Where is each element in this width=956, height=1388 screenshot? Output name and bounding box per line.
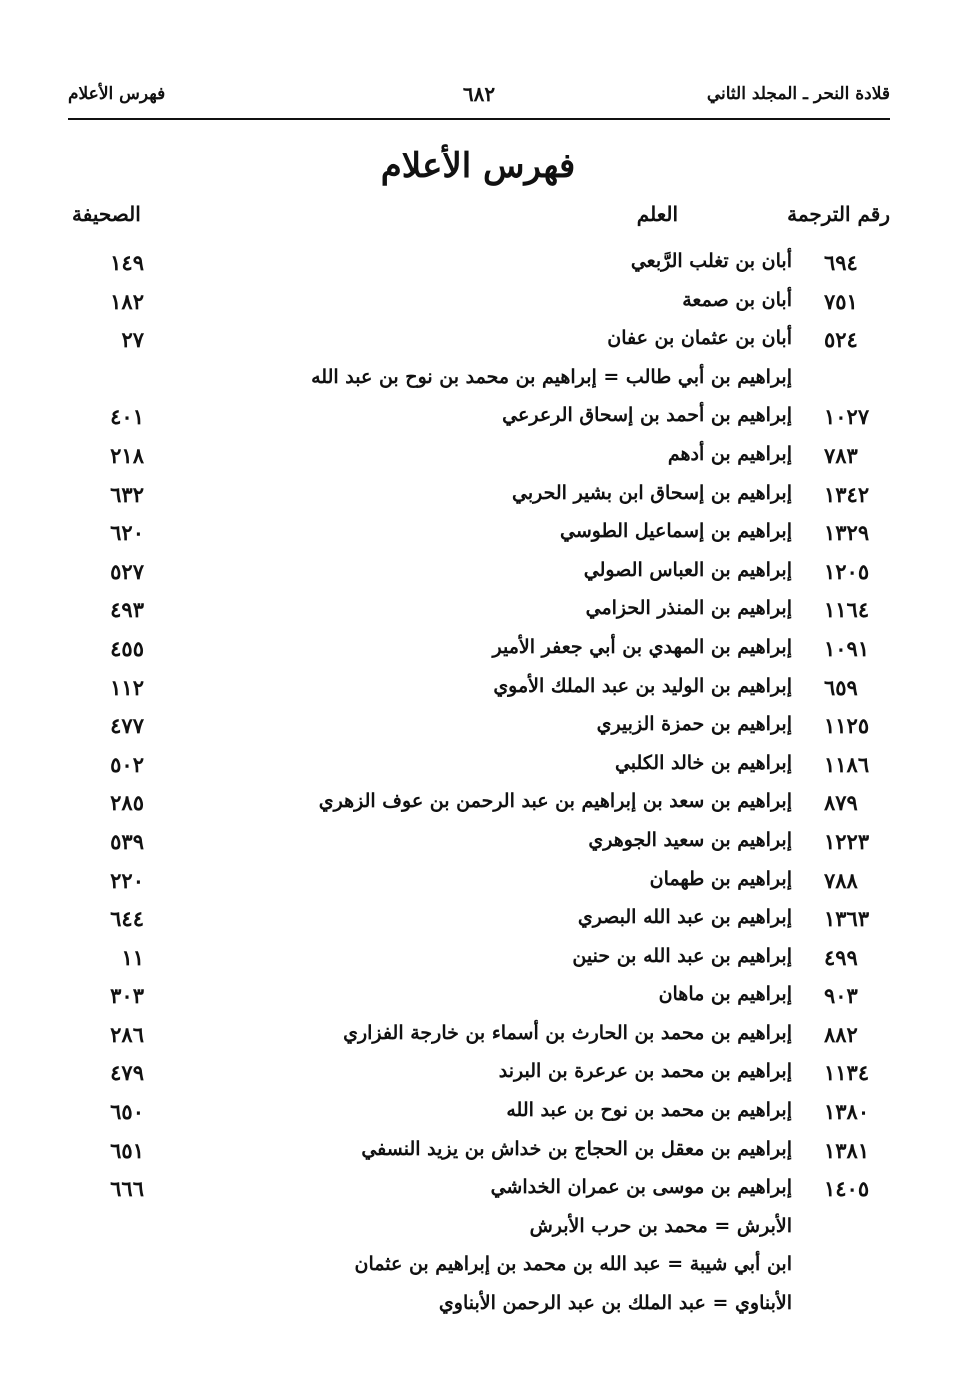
- entry-name: الأبناوي = عبد الملك بن عبد الرحمن الأبناوي: [438, 1292, 792, 1315]
- entry-number: ١٣٦٣: [824, 906, 870, 932]
- entry-name: إبراهيم بن محمد بن نوح بن عبد الله: [506, 1099, 792, 1122]
- index-entry: [68, 516, 890, 555]
- entry-page: ٦٦٦: [110, 1176, 144, 1202]
- entry-page: ١١: [121, 944, 144, 970]
- entry-name: إبراهيم بن سعد بن إبراهيم بن عبد الرحمن بن عوف الزهري: [318, 790, 792, 813]
- entry-number: ١٤٠٥: [824, 1176, 870, 1202]
- entry-number: ١٠٢٧: [824, 404, 870, 430]
- entry-name: إبراهيم بن عبد الله بن حنين: [572, 944, 792, 967]
- index-entry: [68, 709, 890, 748]
- entry-name: إبراهيم بن المهدي بن أبي جعفر الأمير: [492, 635, 792, 658]
- entry-name: إبراهيم بن خالد الكلبي: [614, 751, 792, 774]
- page-number: ٦٨٢: [462, 82, 496, 106]
- entry-name: إبراهيم بن أبي طالب = إبراهيم بن محمد بن نوح بن عبد الله: [311, 365, 792, 388]
- entry-number: ١١٢٥: [824, 713, 870, 739]
- entry-page: ٤٩٣: [110, 597, 144, 623]
- index-entry: [68, 941, 890, 980]
- index-entry: [68, 1056, 890, 1095]
- entry-name: أبان بن تغلب الرَّبعي: [630, 250, 792, 272]
- entry-page: ٦٢٠: [110, 520, 144, 546]
- entry-name: إبراهيم بن طهمان: [649, 867, 792, 890]
- index-entry: [68, 1018, 890, 1057]
- entry-name: أبان بن صمعة: [682, 288, 792, 311]
- entry-number: ٨٧٩: [824, 790, 858, 816]
- entry-page: ٦٣٢: [110, 481, 144, 507]
- index-entry: [68, 439, 890, 478]
- entry-number: ١٢٠٥: [824, 558, 870, 584]
- entry-number: ١١٨٦: [824, 751, 870, 777]
- entry-number: ١١٣٤: [824, 1060, 870, 1086]
- section-name: فهرس الأعلام: [68, 84, 166, 104]
- index-entry: [68, 478, 890, 517]
- entry-name: الأبرش = محمد بن حرب الأبرش: [529, 1214, 792, 1237]
- entry-name: إبراهيم بن عبد الله البصري: [577, 906, 792, 929]
- entry-page: ٢٨٦: [110, 1021, 144, 1047]
- entry-number: ١١٦٤: [824, 597, 870, 623]
- entry-number: ٧٨٣: [824, 442, 858, 468]
- entry-name: إبراهيم بن محمد بن الحارث بن أسماء بن خارجة الفزاري: [343, 1021, 792, 1044]
- entry-number: ١٠٩١: [824, 635, 870, 661]
- entry-number: ٦٥٩: [824, 674, 858, 700]
- index-entries: [68, 246, 890, 1327]
- entry-name: إبراهيم بن العباس الصولي: [583, 558, 792, 581]
- column-headers: [68, 202, 890, 234]
- index-entry: [68, 671, 890, 710]
- index-entry: [68, 593, 890, 632]
- index-title: فهرس الأعلام: [380, 146, 576, 186]
- entry-name: إبراهيم بن حمزة الزبيري: [596, 713, 792, 736]
- entry-page: ٦٥١: [110, 1137, 144, 1163]
- column-header-page: الصحيفة: [72, 202, 141, 226]
- index-entry: [68, 748, 890, 787]
- index-entry: [68, 285, 890, 324]
- entry-name: إبراهيم بن إسماعيل الطوسي: [560, 520, 792, 543]
- index-entry: [68, 786, 890, 825]
- entry-page: ١١٢: [110, 674, 144, 700]
- entry-number: ١٣٨١: [824, 1137, 870, 1163]
- entry-name: إبراهيم بن الوليد بن عبد الملك الأموي: [493, 674, 792, 697]
- entry-name: إبراهيم بن المنذر الحزامي: [585, 597, 792, 620]
- entry-page: ٦٤٤: [110, 906, 144, 932]
- header-divider: [68, 118, 890, 120]
- entry-number: ٧٥١: [824, 288, 858, 314]
- entry-page: ٢٢٠: [110, 867, 144, 893]
- entry-number: ١٣٨٠: [824, 1099, 870, 1125]
- index-entry: [68, 1249, 890, 1288]
- entry-name: إبراهيم بن محمد بن عرعرة بن البرند: [498, 1060, 792, 1083]
- entry-number: ٧٨٨: [824, 867, 858, 893]
- entry-page: ٥٢٧: [110, 558, 144, 584]
- entry-page: ٦٥٠: [110, 1099, 144, 1125]
- entry-page: ٤٠١: [110, 404, 144, 430]
- entry-page: ٤٧٧: [110, 713, 144, 739]
- entry-name: إبراهيم بن إسحاق ابن بشير الحربي: [512, 481, 792, 504]
- entry-name: إبراهيم بن سعيد الجوهري: [588, 828, 792, 851]
- index-entry: [68, 400, 890, 439]
- entry-page: ١٨٢: [110, 288, 144, 314]
- entry-page: ٤٥٥: [110, 635, 144, 661]
- entry-name: أبان بن عثمان بن عفان: [607, 327, 792, 350]
- index-entry: [68, 864, 890, 903]
- running-header: [68, 84, 890, 114]
- entry-number: ١٣٤٢: [824, 481, 870, 507]
- index-entry: [68, 902, 890, 941]
- entry-number: ٥٢٤: [824, 327, 858, 353]
- entry-page: ٤٧٩: [110, 1060, 144, 1086]
- entry-number: ١٢٢٣: [824, 828, 870, 854]
- entry-page: ٢٨٥: [110, 790, 144, 816]
- index-entry: [68, 362, 890, 401]
- entry-number: ٩٠٣: [824, 983, 858, 1009]
- entry-page: ٢٧: [121, 327, 144, 353]
- column-header-name: العلم: [636, 202, 678, 226]
- entry-name: إبراهيم بن أحمد بن إسحاق الرعرعي: [502, 404, 792, 427]
- index-entry: [68, 1134, 890, 1173]
- entry-page: ٥٠٢: [110, 751, 144, 777]
- entry-name: إبراهيم بن موسى بن عمران الخداشي: [490, 1176, 792, 1199]
- index-entry: [68, 979, 890, 1018]
- index-entry: [68, 323, 890, 362]
- book-title: قلادة النحر ـ المجلد الثاني: [706, 84, 890, 104]
- index-entry: [68, 1172, 890, 1211]
- index-entry: [68, 825, 890, 864]
- index-entry: [68, 555, 890, 594]
- index-entry: [68, 246, 890, 285]
- index-entry: [68, 1288, 890, 1327]
- entry-number: ٦٩٤: [824, 250, 858, 275]
- entry-number: ٤٩٩: [824, 944, 858, 970]
- entry-name: ابن أبي شيبة = عبد الله بن محمد بن إبراهيم بن عثمان: [354, 1253, 792, 1276]
- index-entry: [68, 1211, 890, 1250]
- index-entry: [68, 632, 890, 671]
- column-header-entry-number: رقم الترجمة: [787, 202, 890, 226]
- entry-number: ٨٨٢: [824, 1021, 858, 1047]
- entry-name: إبراهيم بن ماهان: [658, 983, 792, 1006]
- entry-name: إبراهيم بن أدهم: [667, 442, 792, 465]
- entry-number: ١٣٢٩: [824, 520, 870, 546]
- entry-page: ١٤٩: [110, 250, 144, 275]
- entry-page: ٣٠٣: [110, 983, 144, 1009]
- entry-page: ٥٣٩: [110, 828, 144, 854]
- entry-page: ٢١٨: [110, 442, 144, 468]
- index-entry: [68, 1095, 890, 1134]
- entry-name: إبراهيم بن معقل بن الحجاج بن خداش بن يزيد النسفي: [361, 1137, 792, 1160]
